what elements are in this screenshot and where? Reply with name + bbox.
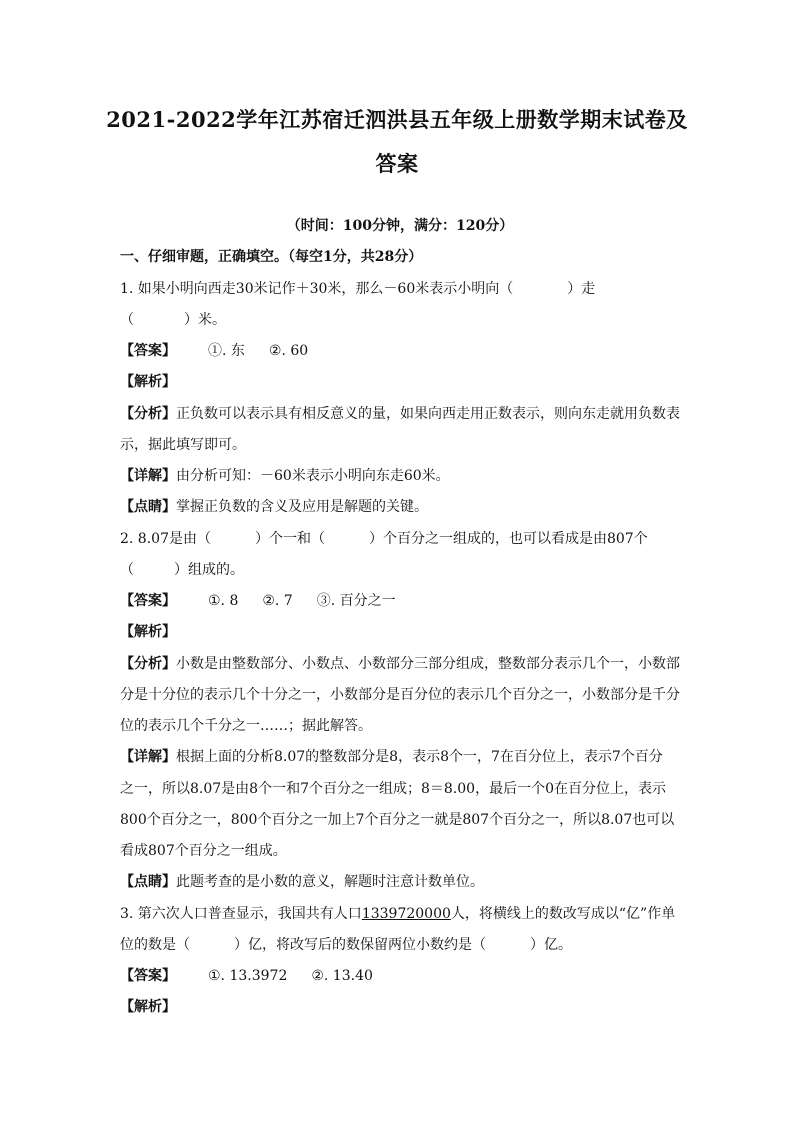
answer-2: 【答案】 ①. 8 ②. 7 ③. 百分之一 <box>120 593 396 609</box>
dianjing-2: 【点睛】此题考查的是小数的意义，解题时注意计数单位。 <box>120 874 484 890</box>
exam-meta: （时间：100分钟，满分：120分） <box>286 218 514 234</box>
question-2: 2. 8.07是由（ ）个一和（ ）个百分之一组成的，也可以看成是由807个 <box>120 531 648 547</box>
analysis-heading-1: 【解析】 <box>120 374 176 390</box>
question-1: 1. 如果小明向西走30米记作＋30米，那么－60米表示小明向（ ）走 <box>120 281 596 297</box>
title-line-2: 答案 <box>375 151 419 176</box>
answer-3: 【答案】 ①. 13.3972 ②. 13.40 <box>120 968 373 984</box>
xiangjie-1: 【详解】由分析可知：－60米表示小明向东走60米。 <box>120 468 450 484</box>
analysis-heading-2: 【解析】 <box>120 624 176 640</box>
document-title <box>100 98 694 186</box>
question-3: 3. 第六次人口普查显示，我国共有人口1339720000人，将横线上的数改写成以“亿”作单 <box>120 906 676 922</box>
fenxi-1: 【分析】正负数可以表示具有相反意义的量，如果向西走用正数表示，则向东走就用负数表 <box>120 406 680 422</box>
xiangjie-2-line-2: 之一，所以8.07是由8个一和7个百分之一组成；8＝8.00，最后一个0在百分位上，表示 <box>120 781 666 797</box>
dianjing-1: 【点睛】掌握正负数的含义及应用是解题的关键。 <box>120 499 428 515</box>
question-2-line-2: （ ）组成的。 <box>120 562 244 578</box>
question-3-line-2: 位的数是（ ）亿，将改写后的数保留两位小数约是（ ）亿。 <box>120 937 572 953</box>
title-line-1: 2021-2022学年江苏宿迁泗洪县五年级上册数学期末试卷及 <box>106 107 688 132</box>
section-heading: 一、仔细审题，正确填空。（每空1分，共28分） <box>120 249 423 265</box>
fenxi-2: 【分析】小数是由整数部分、小数点、小数部分三部分组成，整数部分表示几个一，小数部 <box>120 656 680 672</box>
fenxi-2-line-3: 位的表示几个千分之一……；据此解答。 <box>120 718 372 734</box>
analysis-heading-3: 【解析】 <box>120 999 176 1015</box>
question-1-line-2: （ ）米。 <box>120 312 226 328</box>
xiangjie-2: 【详解】根据上面的分析8.07的整数部分是8，表示8个一，7在百分位上，表示7个百分 <box>120 749 663 765</box>
xiangjie-2-line-3: 800个百分之一，800个百分之一加上7个百分之一就是807个百分之一，所以8.07也可以 <box>120 812 675 828</box>
fenxi-1-line-2: 示，据此填写即可。 <box>120 437 246 453</box>
underlined-population: 1339720000 <box>361 906 451 922</box>
answer-1: 【答案】 ①. 东 ②. 60 <box>120 343 309 359</box>
xiangjie-2-line-4: 看成807个百分之一组成。 <box>120 843 287 859</box>
fenxi-2-line-2: 分是十分位的表示几个十分之一，小数部分是百分位的表示几个百分之一，小数部分是千分 <box>120 687 680 703</box>
